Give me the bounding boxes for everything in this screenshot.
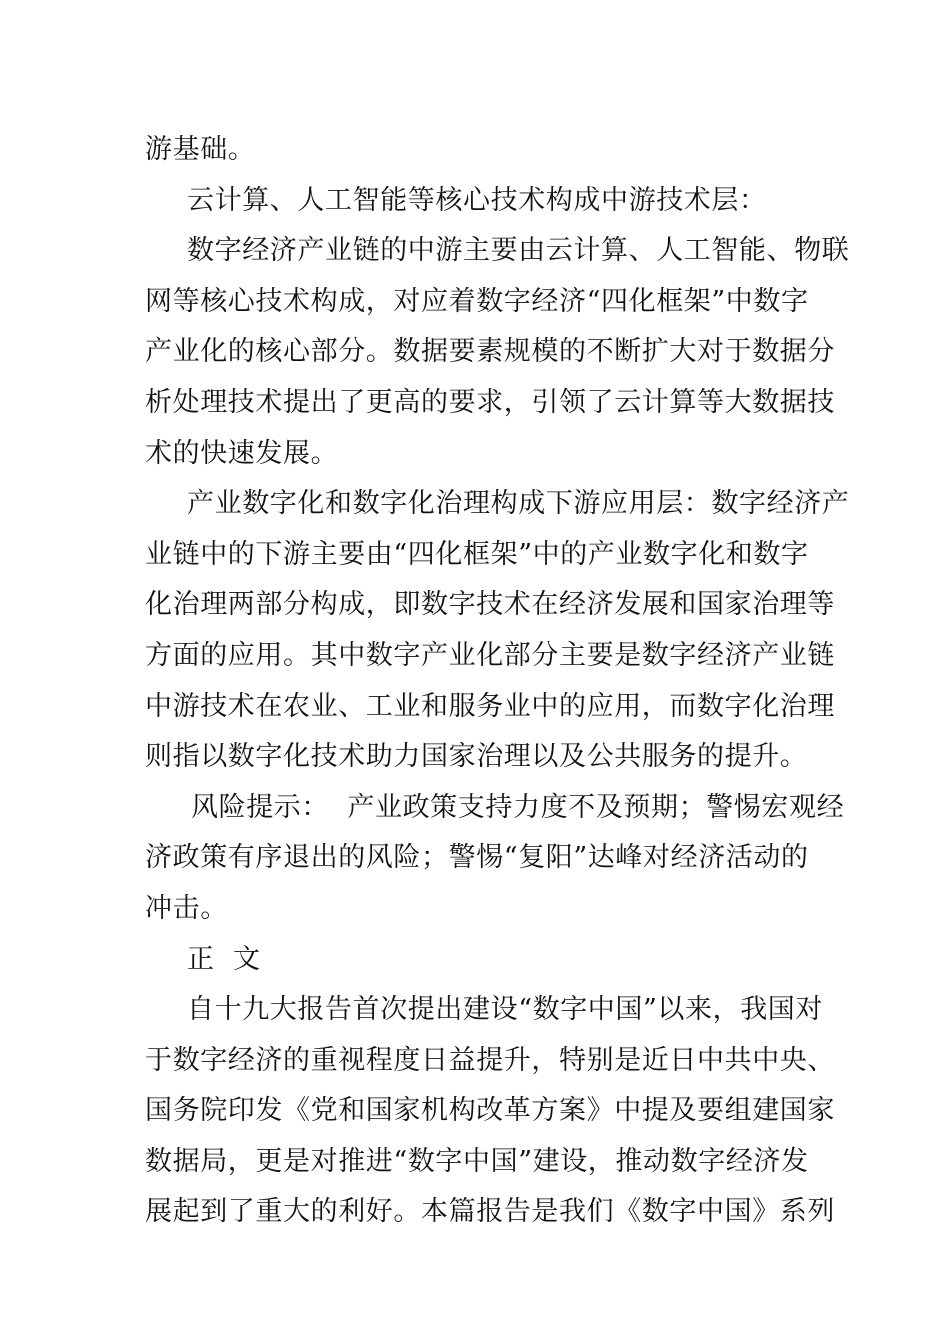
paragraph-line: 数字经济产业链的中游主要由云计算、人工智能、物联 bbox=[187, 235, 850, 267]
paragraph-line: 国务院印发《党和国家机构改革方案》中提及要组建国家 bbox=[145, 1095, 835, 1127]
paragraph-line: 于数字经济的重视程度日益提升，特别是近日中共中央、 bbox=[145, 1044, 835, 1076]
paragraph-line: 产业化的核心部分。数据要素规模的不断扩大对于数据分 bbox=[145, 336, 835, 368]
paragraph-line: 术的快速发展。 bbox=[145, 437, 339, 469]
risk-notice-line: 冲击。 bbox=[145, 892, 228, 924]
paragraph-line: 游基础。 bbox=[145, 134, 256, 165]
paragraph-line: 中游技术在农业、工业和服务业中的应用，而数字化治理 bbox=[145, 690, 835, 722]
document-page bbox=[145, 125, 850, 1238]
risk-notice-line: 济政策有序退出的风险；警惕“复阳”达峰对经济活动的 bbox=[145, 842, 809, 874]
risk-notice-line: 风险提示： 产业政策支持力度不及预期；警惕宏观经 bbox=[191, 791, 845, 823]
paragraph-line: 数据局，更是对推进“数字中国”建设，推动数字经济发 bbox=[145, 1145, 809, 1177]
paragraph-line: 产业数字化和数字化治理构成下游应用层：数字经济产 bbox=[187, 488, 850, 520]
paragraph-line: 网等核心技术构成，对应着数字经济“四化框架”中数字 bbox=[145, 285, 809, 317]
paragraph-line: 则指以数字化技术助力国家治理以及公共服务的提升。 bbox=[145, 741, 808, 773]
paragraph-line: 自十九大报告首次提出建设“数字中国”以来，我国对 bbox=[187, 994, 824, 1026]
paragraph-line: 业链中的下游主要由“四化框架”中的产业数字化和数字 bbox=[145, 538, 809, 570]
paragraph-line: 化治理两部分构成，即数字技术在经济发展和国家治理等 bbox=[145, 589, 835, 621]
paragraph-line: 方面的应用。其中数字产业化部分主要是数字经济产业链 bbox=[145, 639, 835, 671]
body-heading: 正 文 bbox=[187, 943, 261, 975]
paragraph-line: 展起到了重大的利好。本篇报告是我们《数字中国》系列 bbox=[145, 1196, 835, 1228]
paragraph-line: 析处理技术提出了更高的要求，引领了云计算等大数据技 bbox=[145, 386, 835, 418]
section-subheading: 云计算、人工智能等核心技术构成中游技术层： bbox=[187, 184, 767, 216]
